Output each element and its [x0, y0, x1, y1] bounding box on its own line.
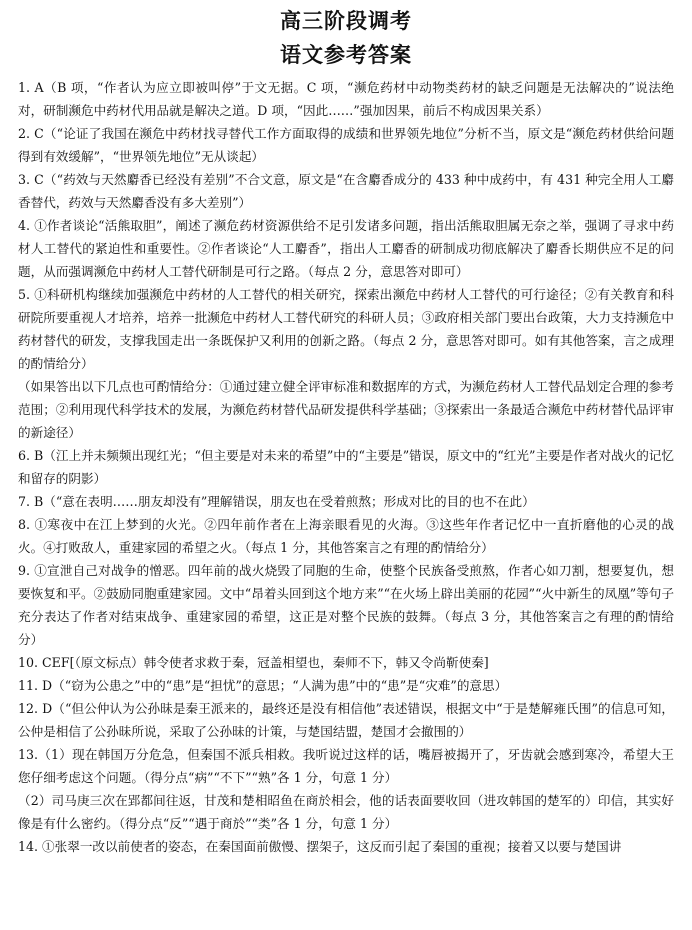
page-subtitle: 语文参考答案: [280, 43, 412, 67]
answer-item-2: 2. C（“论证了我国在濒危中药材找寻替代工作方面取得的成绩和世界领先地位”分析不当，原文是“濒危药材供给问题得到有效缓解”，“世界领先地位”无从谈起）: [18, 126, 674, 164]
answer-item-5: 5. ①科研机构继续加强濒危中药材的人工替代的相关研究，探索出濒危中药材人工替代的可行途径；②有关教育和科研院所要重视人才培养，培养一批濒危中药材人工替代研究的科研人员；③政府相关部门要出台政策，大力支持濒危中药材替代的研发，支撑我国走出一条既保护又利用的创新之路。（每点 2 分，意思答对即可。如有其他答案，言之成理的酌情给分）: [18, 287, 674, 371]
answer-item-11: 11. D（“窃为公患之”中的“患”是“担忧”的意思；“人满为患”中的“患”是“灾难”的意思）: [18, 678, 508, 693]
answer-item-8: 8. ①寒夜中在江上梦到的火光。②四年前作者在上海亲眼看见的火海。③这些年作者记忆中一直折磨他的心灵的战火。④打败敌人，重建家园的希望之火。（每点 1 分，其他答案言之有理的酌情给分）: [18, 517, 674, 555]
answer-item-12: 12. D（“但公仲认为公孙昧是秦王派来的，最终还是没有相信他”表述错误，根据文中“于是楚解雍氏围”的信息可知，公仲是相信了公孙昧所说，采取了公孙昧的计策，与楚国结盟，楚国才会撤围的）: [18, 701, 674, 739]
answer-item-1: 1. A（B 项，“作者认为应立即被叫停”于文无据。C 项，“濒危药材中动物类药材的缺乏问题是无法解决的”说法绝对，研制濒危中药材代用品就是解决之道。D 项，“因此……”强加因果，前后不构成因果关系）: [18, 80, 674, 118]
answer-item-13-2: （2）司马庚三次在郢都间往返，甘茂和楚相昭鱼在商於相会，他的话表面要收回（进攻韩国的楚军的）印信，其实好像是有什么密约。（得分点“反”“遇于商於”“类”各 1 分，句意 1 分）: [18, 793, 674, 831]
answer-list: [18, 76, 674, 858]
answer-item-3: 3. C（“药效与天然麝香已经没有差别”不合文意，原文是“在含麝香成分的 433 种中成药中，有 431 种完全用人工麝香替代，药效与天然麝香没有多大差别”）: [18, 172, 674, 210]
answer-item-5-note: （如果答出以下几点也可酌情给分：①通过建立健全评审标准和数据库的方式，为濒危药材人工替代品划定合理的参考范围；②利用现代科学技术的发展，为濒危药材替代品研发提供科学基础；③探索出一条最适合濒危中药材替代品评审的新途径）: [18, 379, 674, 440]
answer-item-10: 10. CEF[（原文标点）韩令使者求救于秦，冠盖相望也，秦师不下，韩又令尚靳使秦]: [18, 655, 489, 670]
page-title: 高三阶段调考: [280, 9, 412, 33]
answer-item-9: 9. ①宣泄自己对战争的憎恶。四年前的战火烧毁了同胞的生命，使整个民族备受煎熬，作者心如刀割，想要复仇，想要恢复和平。②鼓励同胞重建家园。文中“昂着头回到这个地方来”“在火场上辟出美丽的花园”“火中新生的凤凰”等句子充分表达了作者对结束战争、重建家园的希望，这正是对整个民族的鼓舞。（每点 3 分，其他答案言之有理的酌情给分）: [18, 563, 674, 647]
answer-item-13-1: 13.（1）现在韩国万分危急，但秦国不派兵相救。我听说过这样的话，嘴唇被揭开了，牙齿就会感到寒冷，希望大王您仔细考虑这个问题。（得分点“病”“不下”“熟”各 1 分，句意 1 分）: [18, 747, 674, 785]
answer-item-6: 6. B（江上并未频频出现红光；“但主要是对未来的希望”中的“主要是”错误，原文中的“红光”主要是作者对战火的记忆和留存的阴影）: [18, 448, 674, 486]
answer-item-4: 4. ①作者谈论“活熊取胆”，阐述了濒危药材资源供给不足引发诸多问题，指出活熊取胆属无奈之举，强调了寻求中药材人工替代的紧迫性和重要性。②作者谈论“人工麝香”，指出人工麝香的研制成功彻底解决了麝香长期供应不足的问题，从而强调濒危中药材人工替代研制是可行之路。（每点 2 分，意思答对即可）: [18, 218, 674, 279]
answer-item-14: 14. ①张翠一改以前使者的姿态，在秦国面前傲慢、摆架子，这反而引起了秦国的重视；接着又以要与楚国讲: [18, 839, 622, 854]
answer-item-7: 7. B（“意在表明……朋友却没有”理解错误，朋友也在受着煎熬；形成对比的目的也不在此）: [18, 494, 535, 509]
